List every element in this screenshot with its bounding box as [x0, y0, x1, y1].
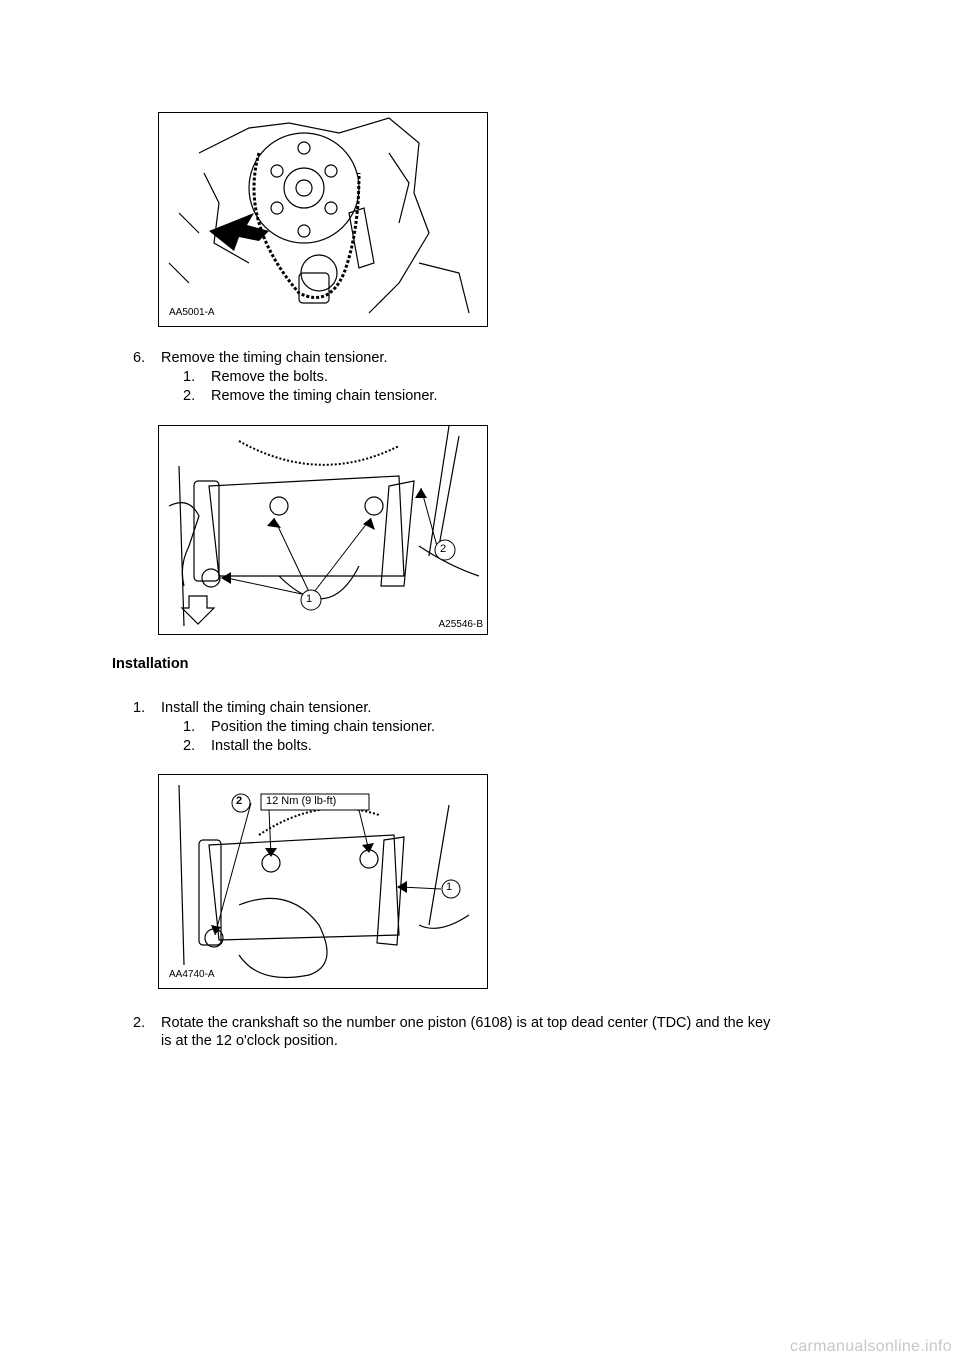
- arrow-icon: [211, 925, 221, 935]
- install-step-2: 2. Rotate the crankshaft so the number one piston (6108) is at top dead center (TDC) and the key: [133, 1015, 771, 1031]
- install-step-1: 1. Install the timing chain tensioner.: [133, 700, 372, 716]
- watermark: carmanualsonline.info: [790, 1338, 952, 1355]
- figure-tensioner-installation: [158, 774, 488, 989]
- callout-2: 2: [440, 543, 447, 555]
- figure-label: AA4740-A: [169, 969, 215, 980]
- arrow-icon: [363, 518, 375, 530]
- callout-1: 1: [306, 593, 313, 605]
- install-step-2-line-2: is at the 12 o'clock position.: [161, 1033, 338, 1049]
- callout-2: 2: [236, 795, 243, 807]
- figure-tensioner-removal: [158, 425, 488, 635]
- install-step-1-substep-2: 2. Install the bolts.: [183, 738, 312, 754]
- arrow-icon: [267, 518, 281, 528]
- arrow-icon: [415, 488, 427, 498]
- callout-1: 1: [446, 881, 453, 893]
- timing-chain-illustration: [159, 113, 487, 326]
- figure-timing-chain: [158, 112, 488, 327]
- tensioner-removal-illustration: [159, 426, 487, 634]
- figure-label: AA5001-A: [169, 307, 215, 318]
- install-step-1-substep-1: 1. Position the timing chain tensioner.: [183, 719, 436, 735]
- arrow-icon: [397, 881, 407, 893]
- torque-spec: 12 Nm (9 lb-ft): [266, 795, 337, 807]
- figure-label: A25546-B: [438, 619, 483, 630]
- step-6: 6. Remove the timing chain tensioner.: [133, 350, 388, 366]
- installation-heading: Installation: [112, 656, 189, 672]
- arrow-icon: [221, 572, 231, 584]
- step-6-substep-2: 2. Remove the timing chain tensioner.: [183, 388, 438, 404]
- step-6-substep-1: 1. Remove the bolts.: [183, 369, 328, 385]
